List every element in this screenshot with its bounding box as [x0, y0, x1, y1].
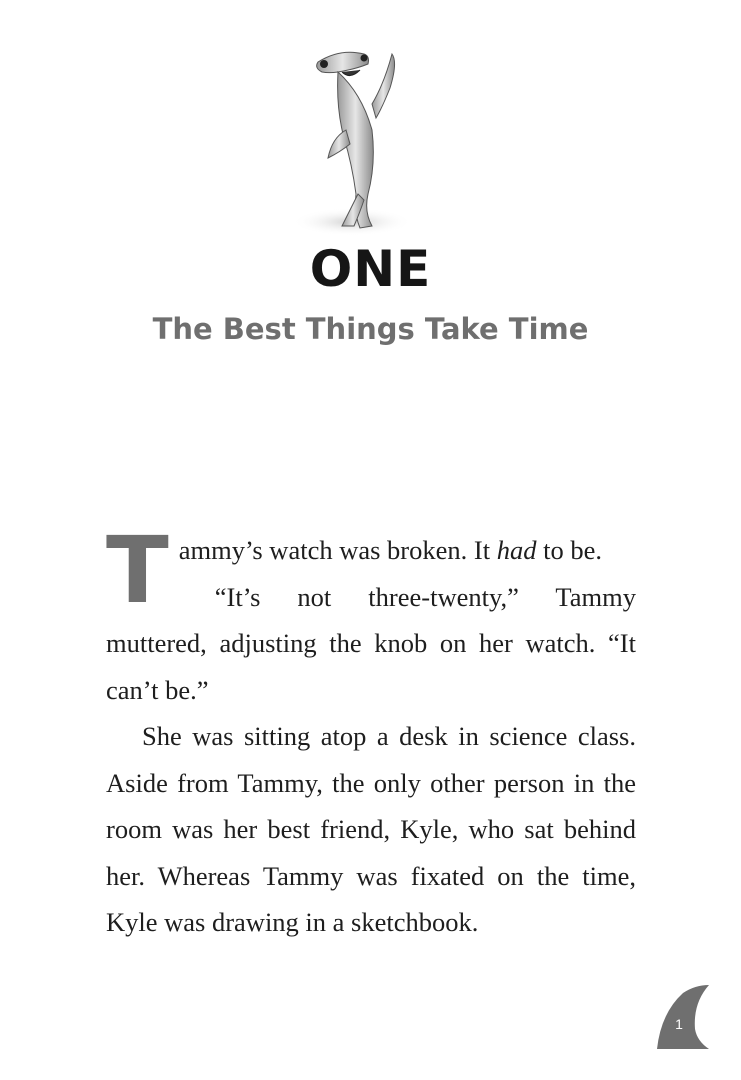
drop-cap: T — [106, 517, 169, 624]
paragraph-1-end: to be. — [536, 535, 602, 565]
emphasis-had: had — [496, 535, 537, 565]
page-number: 1 — [675, 1016, 683, 1032]
paragraph-2: “It’s not three-twenty,” Tammy muttered, adjusting the knob on her watch. “It can’t be.” — [106, 581, 636, 705]
paragraph-3: She was sitting atop a desk in science class. Aside from Tammy, the only other person in the room was her best friend, Kyle, who sat behind her. Whereas Tammy was fixated on the time, Kyle was drawing in a sketchbook. — [106, 721, 636, 937]
chapter-number: ONE — [309, 240, 432, 298]
chapter-body — [106, 517, 636, 946]
chapter-title: The Best Things Take Time — [152, 312, 589, 346]
paragraph-1 — [106, 517, 636, 624]
paragraph-1-text: ammy’s watch was broken. It — [178, 535, 497, 565]
hammerhead-shark-illustration — [280, 34, 430, 239]
